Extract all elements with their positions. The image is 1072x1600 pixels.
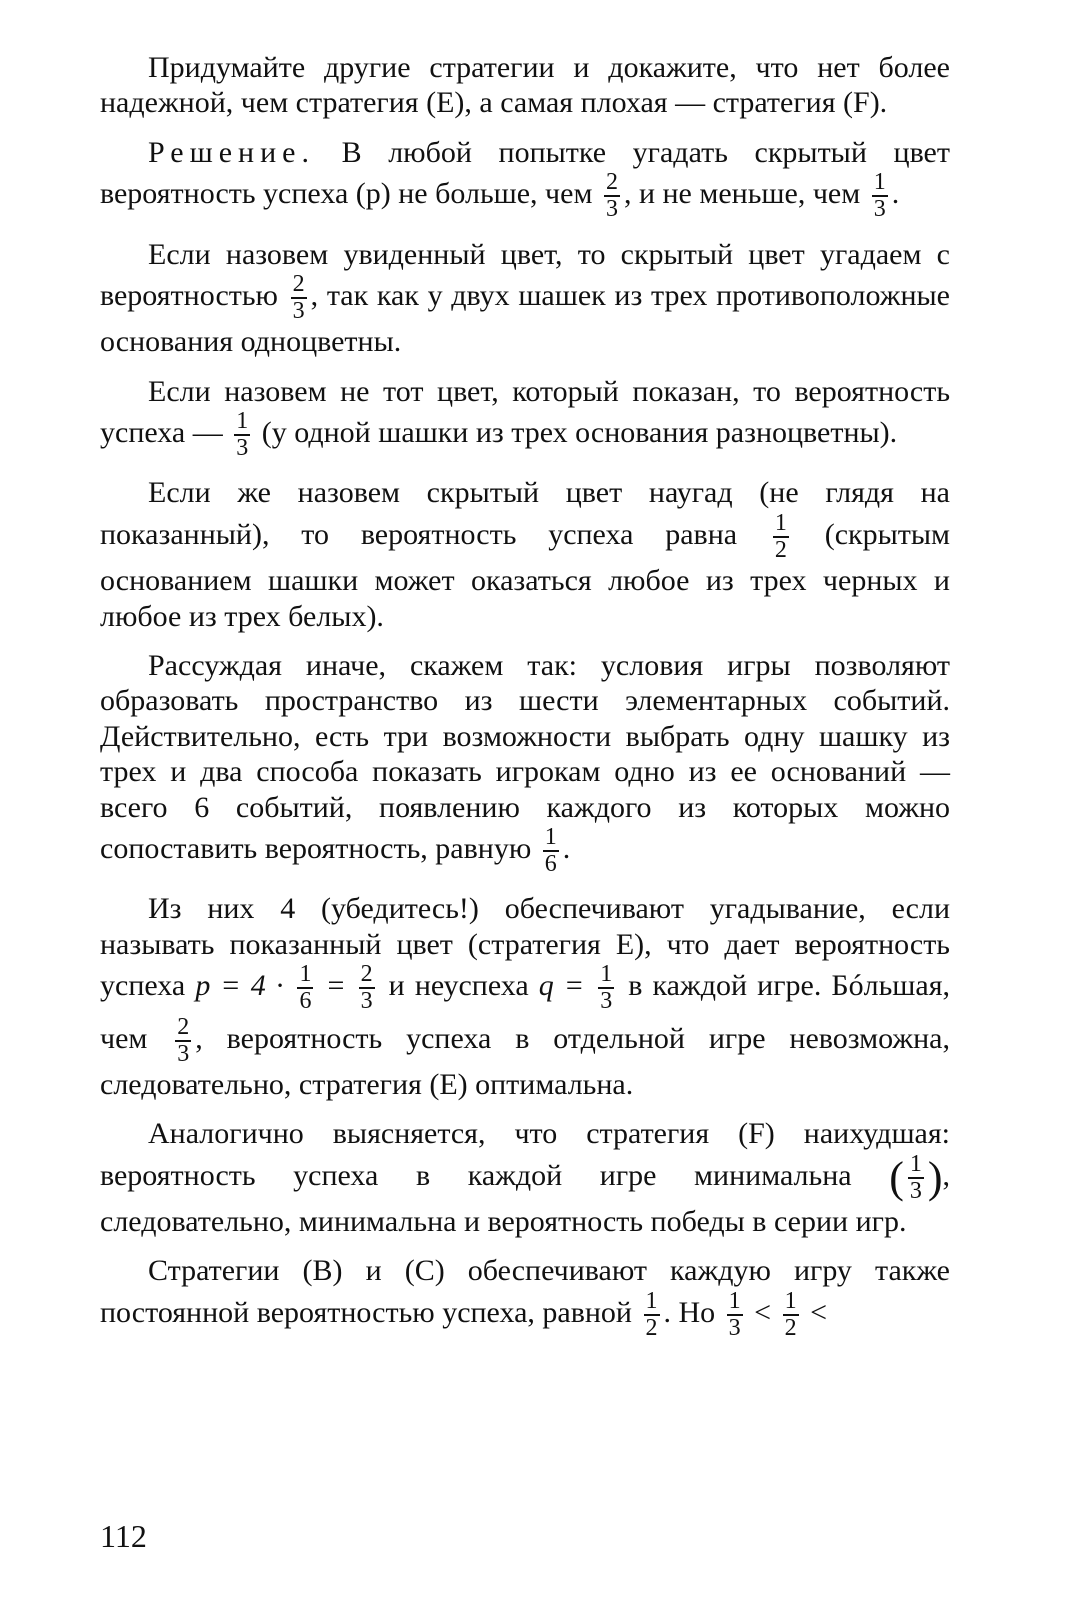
p7-text-c: в каждой игре. Бóльшая, чем: [100, 969, 951, 1055]
fraction-numerator: 1: [297, 962, 313, 989]
p8-text-b: , следовательно, минимальна и вероятность победы в серии игр.: [100, 1158, 950, 1239]
paragraph-4: [100, 374, 950, 462]
fraction-denominator: 2: [774, 537, 787, 564]
paragraph-6: [100, 648, 950, 877]
fraction-numerator: 1: [727, 1289, 743, 1316]
fraction: [872, 170, 888, 222]
page-body: [100, 50, 950, 1355]
fraction-denominator: 3: [292, 298, 305, 325]
fraction: [773, 511, 789, 563]
fraction-numerator: 1: [773, 511, 789, 538]
formula-q: q =: [538, 969, 595, 1003]
paragraph-solution: [100, 135, 950, 223]
fraction-numerator: 1: [543, 825, 559, 852]
p6-text-a: Рассуждая иначе, скажем так: условия игры позволяют образовать пространство из шести элементарных событий. Действительно, есть три возможности выбрать одну шашку из трех и два способа показать игрокам одно из ее оснований — всего 6 событий, появлению каждого из которых можно сопоставить вероятность, равную: [100, 649, 950, 866]
fraction-denominator: 3: [909, 1177, 922, 1204]
paragraph-1: [100, 50, 950, 121]
fraction: [644, 1289, 660, 1341]
fraction-numerator: 1: [234, 409, 250, 436]
p7-text-b: и неуспеха: [378, 969, 539, 1003]
fraction-denominator: 3: [873, 196, 886, 223]
fraction-denominator: 3: [236, 435, 249, 462]
p1-text: Придумайте другие стратегии и докажите, что нет более надежной, чем стратегия (E), а самая плохая — стратегия (F).: [100, 51, 950, 120]
paragraph-3: [100, 237, 950, 360]
fraction-numerator: 1: [872, 170, 888, 197]
fraction-denominator: 2: [645, 1315, 658, 1341]
equals-sign: =: [317, 969, 355, 1003]
p7-text-a: Из них 4 (убедитесь!) обеспечивают угадывание, если называть показанный цвет (стратегия E), что дает вероятность успеха: [100, 892, 950, 1003]
p3-text-a: Если назовем увиденный цвет, то скрытый цвет угадаем с вероятностью: [100, 237, 950, 313]
p5-text-b: (скрытым основанием шашки может оказаться любое из трех черных и любое из трех белых).: [100, 517, 950, 633]
fraction-numerator: 1: [783, 1289, 799, 1316]
p7-text-d: , вероятность успеха в отдельной игре невозможна, следовательно, стратегия (E) оптимальна.: [100, 1021, 950, 1101]
fraction-numerator: 1: [644, 1289, 660, 1316]
fraction-denominator: 3: [605, 196, 618, 223]
right-paren: ): [927, 1152, 943, 1202]
fraction: [727, 1289, 743, 1341]
p9-text-a: Стратегии (B) и (C) обеспечивают каждую игру также постоянной вероятностью успеха, равной: [100, 1254, 950, 1329]
p8-text-a: Аналогично выясняется, что стратегия (F) наихудшая: вероятность успеха в каждой игре минимальна: [100, 1117, 950, 1192]
fraction-denominator: 3: [177, 1040, 190, 1067]
fraction-numerator: 2: [291, 272, 307, 299]
paragraph-7: [100, 891, 950, 1102]
p4-text-b: (у одной шашки из трех основания разноцветны).: [254, 416, 898, 450]
page-number: 112: [100, 1518, 147, 1554]
p9-text-c: <: [746, 1295, 779, 1329]
p9-text-b: . Но: [663, 1295, 723, 1329]
p2-text-a: В любой попытке угадать скрытый цвет вероятность успеха (p) не больше, чем: [100, 135, 950, 211]
paragraph-8: [100, 1116, 950, 1239]
fraction-denominator: 3: [600, 988, 613, 1015]
p2-text-b: , и не меньше, чем: [623, 177, 868, 211]
fraction-denominator: 3: [360, 988, 373, 1015]
formula-p: p = 4 ·: [195, 969, 294, 1003]
fraction: [297, 962, 313, 1014]
solution-label: Решение.: [148, 135, 315, 169]
fraction-denominator: 6: [299, 988, 312, 1015]
p5-text-a: Если же назовем скрытый цвет наугад (не глядя на показанный), то вероятность успеха равна: [100, 476, 950, 551]
paragraph-9: [100, 1253, 950, 1341]
p3-text-b: , так как у двух шашек из трех противоположные основания одноцветны.: [100, 279, 950, 359]
fraction-denominator: 3: [728, 1315, 741, 1341]
fraction: [234, 409, 250, 461]
fraction-numerator: 2: [175, 1015, 191, 1042]
fraction: [604, 170, 620, 222]
fraction: [543, 825, 559, 877]
p4-text-a: Если назовем не тот цвет, который показан, то вероятность успеха —: [100, 374, 950, 450]
fraction-numerator: 1: [908, 1152, 924, 1179]
fraction-numerator: 2: [604, 170, 620, 197]
p2-text-c: .: [891, 177, 900, 211]
fraction: [291, 272, 307, 324]
fraction-denominator: 2: [784, 1315, 797, 1341]
fraction-numerator: 2: [359, 962, 375, 989]
fraction: [598, 962, 614, 1014]
fraction: [359, 962, 375, 1014]
fraction-denominator: 6: [544, 851, 557, 878]
fraction: [908, 1152, 924, 1204]
fraction: [175, 1015, 191, 1067]
fraction-numerator: 1: [598, 962, 614, 989]
p9-text-d: <: [802, 1295, 828, 1329]
p6-text-b: .: [562, 832, 571, 866]
paragraph-5: [100, 475, 950, 634]
left-paren: (: [889, 1152, 904, 1202]
fraction: [783, 1289, 799, 1341]
